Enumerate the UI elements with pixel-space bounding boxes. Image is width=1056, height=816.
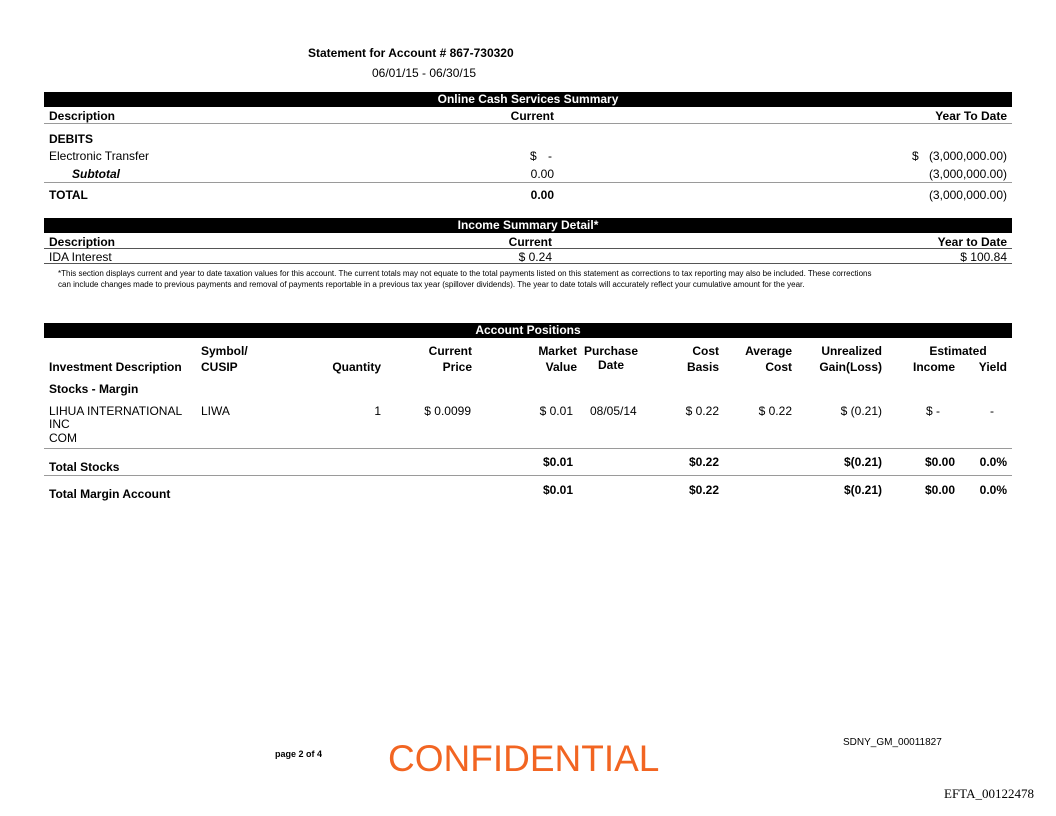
transfer-ytd: (3,000,000.00) (928, 149, 1007, 163)
income-note-line1: *This section displays current and year to date taxation values for this account. The current totals may not equate to the total payments listed on this statement as corrections to tax reporting may also be included. These corrections (58, 269, 872, 278)
header-market-line2: Value (545, 360, 577, 374)
holding-price: $ 0.0099 (424, 404, 471, 418)
income-row-divider (44, 263, 1012, 264)
income-row-ytd: $ 100.84 (960, 250, 1007, 264)
income-header-description: Description (49, 235, 116, 249)
transfer-current-sign: $ (530, 149, 537, 163)
income-summary-title-bar: Income Summary Detail* (44, 218, 1012, 233)
income-header-current: Current (508, 235, 552, 249)
holding-yield: - (990, 404, 994, 418)
income-header-ytd: Year to Date (937, 235, 1007, 249)
stocks-margin-label: Stocks - Margin (49, 382, 139, 396)
cash-header-ytd: Year To Date (935, 109, 1007, 123)
holding-symbol: LIWA (201, 404, 230, 418)
total-margin-unrealized: $(0.21) (843, 483, 882, 497)
total-margin-cost: $0.22 (688, 483, 719, 497)
income-row-label: IDA Interest (49, 250, 112, 264)
bates-number: SDNY_GM_00011827 (843, 737, 942, 748)
total-stocks-income: $0.00 (924, 455, 955, 469)
holding-cost-basis: $ 0.22 (685, 404, 719, 418)
cash-summary-title-bar: Online Cash Services Summary (44, 92, 1012, 107)
total-margin-yield: 0.0% (979, 483, 1007, 497)
header-market-line1: Market (538, 344, 577, 358)
holding-name-line3: COM (49, 431, 77, 445)
total-margin-income: $0.00 (924, 483, 955, 497)
header-investment: Investment Description (49, 360, 182, 374)
cash-header-current: Current (510, 109, 554, 123)
total-margin-market: $0.01 (542, 483, 573, 497)
statement-period: 06/01/15 - 06/30/15 (372, 66, 477, 80)
header-cost-line2: Basis (686, 360, 719, 374)
income-row-current: $ 0.24 (518, 250, 552, 264)
header-symbol-line2: CUSIP (201, 360, 238, 374)
header-price-line1: Current (428, 344, 472, 358)
debits-label: DEBITS (49, 132, 94, 146)
holding-purchase-date: 08/05/14 (590, 404, 637, 418)
total-stocks-yield: 0.0% (979, 455, 1007, 469)
efta-number: EFTA_00122478 (944, 786, 1034, 801)
income-header-divider (44, 248, 1012, 249)
holding-name-line1: LIHUA INTERNATIONAL (49, 404, 183, 418)
cash-header-description: Description (49, 109, 116, 123)
page-number: page 2 of 4 (275, 749, 323, 759)
header-purchase-line2: Date (597, 358, 624, 372)
total-label: TOTAL (49, 188, 88, 202)
header-avg-line2: Cost (765, 360, 792, 374)
transfer-current: - (548, 149, 552, 163)
header-price-line2: Price (442, 360, 472, 374)
subtotal-label: Subtotal (72, 167, 120, 181)
header-cost-line1: Cost (692, 344, 719, 358)
header-purchase-line1: Purchase (583, 344, 639, 358)
subtotal-divider (44, 182, 1012, 183)
total-stocks-divider (44, 475, 1012, 476)
holding-unrealized: $ (0.21) (840, 404, 882, 418)
transfer-label: Electronic Transfer (49, 149, 150, 163)
header-unreal-line1: Unrealized (821, 344, 882, 358)
header-yield: Yield (978, 360, 1007, 374)
header-avg-line1: Average (745, 344, 792, 358)
total-stocks-cost: $0.22 (688, 455, 719, 469)
total-margin-label: Total Margin Account (49, 487, 171, 501)
header-symbol-line1: Symbol/ (201, 344, 248, 358)
holding-divider (44, 448, 1012, 449)
subtotal-ytd: (3,000,000.00) (928, 167, 1007, 181)
header-unreal-line2: Gain(Loss) (819, 360, 882, 374)
holding-average-cost: $ 0.22 (758, 404, 792, 418)
header-income: Income (912, 360, 955, 374)
income-note-line2: can include changes made to previous payments and removal of payments reportable in a previous tax year (spillover dividends). The year to date totals will accurately reflect your cumulative amount for the year. (58, 280, 805, 289)
total-ytd: (3,000,000.00) (928, 188, 1007, 202)
holding-income: $ - (926, 404, 941, 418)
total-stocks-label: Total Stocks (49, 460, 120, 474)
transfer-ytd-sign: $ (912, 149, 919, 163)
confidential-stamp: CONFIDENTIAL (388, 738, 660, 779)
total-current: 0.00 (530, 188, 554, 202)
holding-quantity: 1 (374, 404, 381, 418)
statement-title: Statement for Account # 867-730320 (308, 46, 514, 60)
header-quantity: Quantity (332, 360, 381, 374)
header-estimated: Estimated (929, 344, 987, 358)
holding-name-line2: INC (49, 417, 70, 431)
total-stocks-market: $0.01 (542, 455, 573, 469)
subtotal-current: 0.00 (530, 167, 554, 181)
holding-market-value: $ 0.01 (539, 404, 573, 418)
cash-header-divider (44, 123, 1012, 124)
positions-title-bar: Account Positions (44, 323, 1012, 338)
total-stocks-unrealized: $(0.21) (843, 455, 882, 469)
